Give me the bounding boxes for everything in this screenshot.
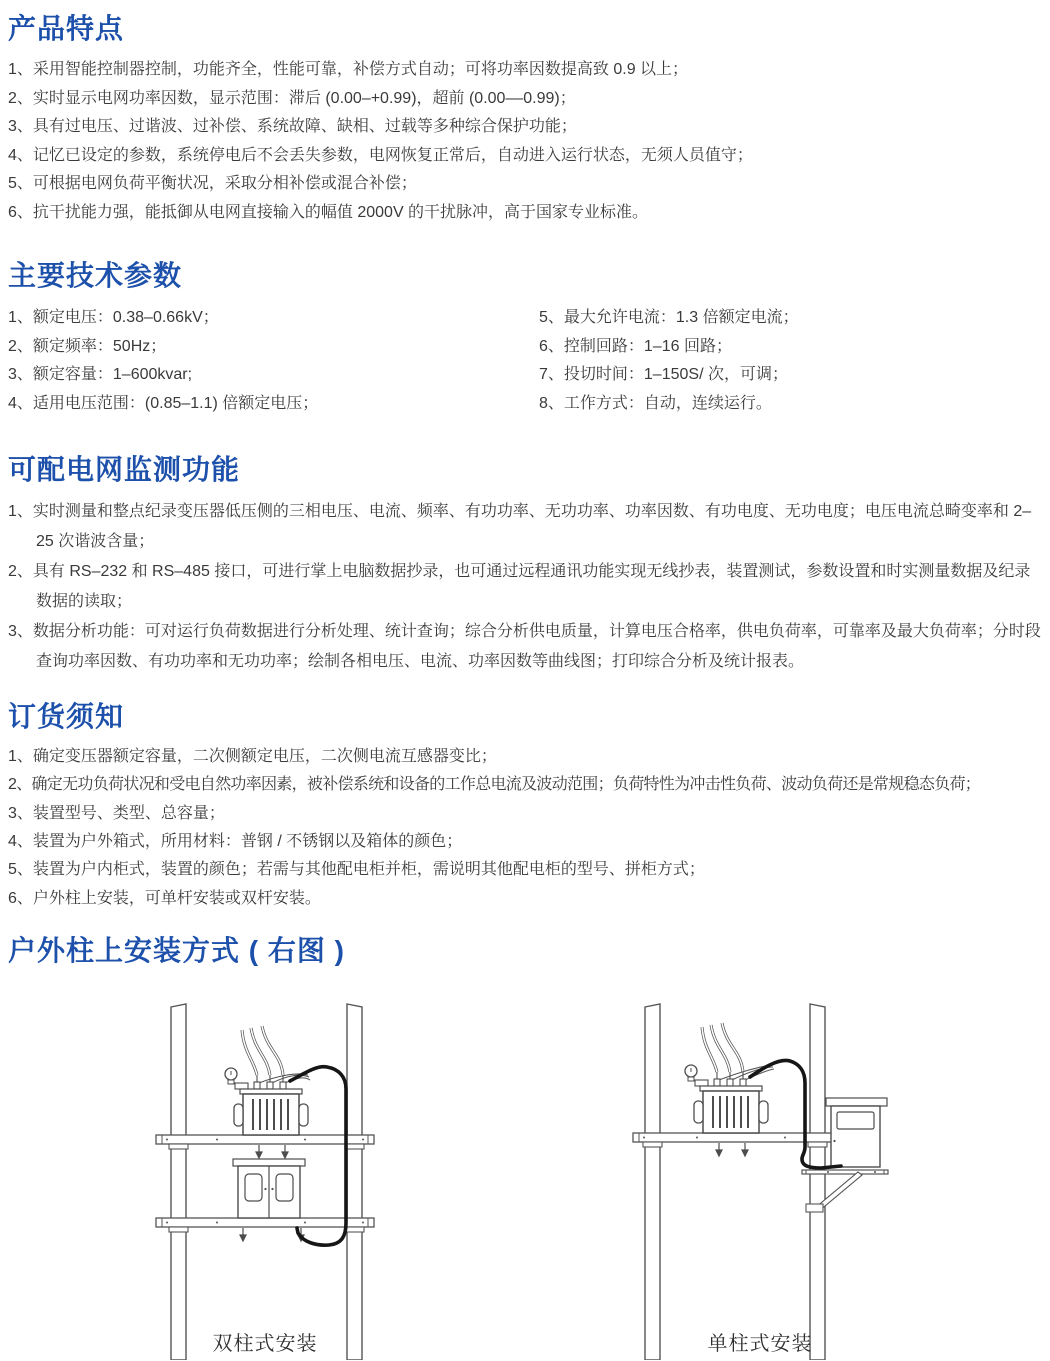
door-handle <box>264 1188 266 1190</box>
ordering-item: 5、装置为户内柜式，装置的颜色；若需与其他配电柜并柜，需说明其他配电柜的型号、拼柜方式； <box>8 861 705 879</box>
single-pole-diagram-drawing <box>625 995 895 1360</box>
section-title-installation: 户外柱上安装方式 ( 右图 ) <box>8 935 345 967</box>
installation-diagrams <box>8 995 1042 1360</box>
caption-double-pole: 双柱式安装 <box>212 1333 318 1356</box>
incoming-conductors <box>702 1023 774 1080</box>
parameter-item: 3、额定容量：1–600kvar; <box>8 366 193 384</box>
feature-item: 2、实时显示电网功率因数，显示范围：滞后 (0.00–+0.99)，超前 (0.00––0.99)； <box>8 89 576 107</box>
cabinet-door-panel <box>245 1174 262 1201</box>
monitoring-list <box>8 497 1042 677</box>
feature-item: 1、采用智能控制器控制，功能齐全，性能可靠，补偿方式自动；可将功率因数提高致 0.9 以上； <box>8 61 689 79</box>
ordering-item: 3、装置型号、类型、总容量； <box>8 804 225 822</box>
lifting-lug <box>759 1101 768 1123</box>
section-title-ordering: 订货须知 <box>8 700 125 732</box>
parameter-item: 2、额定频率：50Hz； <box>8 337 167 355</box>
parameter-item: 5、最大允许电流：1.3 倍额定电流； <box>539 309 799 327</box>
ordering-item: 6、户外柱上安装，可单杆安装或双杆安装。 <box>8 889 321 907</box>
parameter-item: 7、投切时间：1–150S/ 次，可调； <box>539 366 788 384</box>
utility-poles <box>645 1004 825 1360</box>
control-cabinet-illustration <box>233 1159 305 1218</box>
monitoring-item: 3、数据分析功能：可对运行负荷数据进行分析处理、统计查询；综合分析供电质量，计算电压合格率，供电负荷率，可靠率及最大负荷率；分时段查询功率因数、有功功率和无功功率；绘制各相电压、电流、功率因数等曲线图；打印综合分析及统计报表。 <box>8 622 1041 670</box>
diagram-double-pole-mounting <box>155 995 375 1360</box>
upper-crossarm <box>156 1135 374 1149</box>
ordering-item: 4、装置为户外箱式，所用材料：普钢 / 不锈钢以及箱体的颜色； <box>8 832 463 850</box>
monitoring-item: 2、具有 RS–232 和 RS–485 接口，可进行掌上电脑数据抄录，也可通过远程通讯功能实现无线抄表，装置测试，参数设置和时实测量数据及纪录数据的读取； <box>8 562 1031 610</box>
lifting-lug <box>234 1104 243 1126</box>
bushings <box>714 1072 746 1086</box>
parameters-left-column <box>8 304 539 418</box>
mounting-hooks <box>716 1143 748 1156</box>
lower-crossarm <box>156 1218 374 1232</box>
lifting-lug <box>694 1101 703 1123</box>
feature-item: 3、具有过电压、过谐波、过补偿、系统故障、缺相、过载等多种综合保护功能； <box>8 118 577 136</box>
cabinet-door-panel <box>276 1174 293 1201</box>
feature-item: 5、可根据电网负荷平衡状况，采取分相补偿或混合补偿； <box>8 175 417 193</box>
parameter-item: 6、控制回路：1–16 回路； <box>539 337 732 355</box>
ordering-item: 1、确定变压器额定容量，二次侧额定电压，二次侧电流互感器变比； <box>8 747 497 765</box>
section-title-features: 产品特点 <box>8 13 125 44</box>
feature-item: 4、记忆已设定的参数，系统停电后不会丢失参数，电网恢复正常后，自动进入运行状态，无须人员值守； <box>8 146 753 164</box>
ordering-item: 2、确定无功负荷状况和受电自然功率因素，被补偿系统和设备的工作总电流及波动范围；负荷特性为冲击性负荷、波动负荷还是常规稳态负荷； <box>8 776 981 794</box>
door-handle <box>271 1188 273 1190</box>
pole-clamp <box>806 1204 823 1212</box>
double-pole-diagram-drawing <box>155 995 375 1360</box>
crossarm <box>633 1133 838 1147</box>
caption-single-pole: 单柱式安装 <box>707 1333 813 1356</box>
feature-list <box>8 56 1042 227</box>
mounting-hooks <box>256 1145 288 1158</box>
door-handle <box>833 1140 835 1142</box>
parameters-grid <box>8 304 1042 418</box>
section-title-monitoring: 可配电网监测功能 <box>8 454 241 486</box>
section-title-parameters: 主要技术参数 <box>8 260 183 292</box>
feature-item: 6、抗干扰能力强，能抵御从电网直接输入的幅值 2000V 的干扰脉冲，高于国家专业标准。 <box>8 203 649 221</box>
cabinet-mounting-hooks <box>240 1228 304 1241</box>
ordering-list <box>8 743 1042 913</box>
diagram-single-pole-mounting <box>625 995 895 1360</box>
control-cabinet-illustration <box>826 1098 887 1167</box>
parameter-item: 4、适用电压范围：(0.85–1.1) 倍额定电压； <box>8 394 319 412</box>
lifting-lug <box>299 1104 308 1126</box>
cabinet-window <box>837 1112 874 1129</box>
parameters-right-column <box>539 304 1042 418</box>
monitoring-item: 1、实时测量和整点纪录变压器低压侧的三相电压、电流、频率、有功功率、无功功率、功率因数、有功电度、无功电度；电压电流总畸变率和 2–25 次谐波含量； <box>8 502 1032 550</box>
parameter-item: 8、工作方式：自动，连续运行。 <box>539 394 772 412</box>
parameter-item: 1、额定电压：0.38–0.66kV； <box>8 309 219 327</box>
bushings <box>254 1075 286 1089</box>
